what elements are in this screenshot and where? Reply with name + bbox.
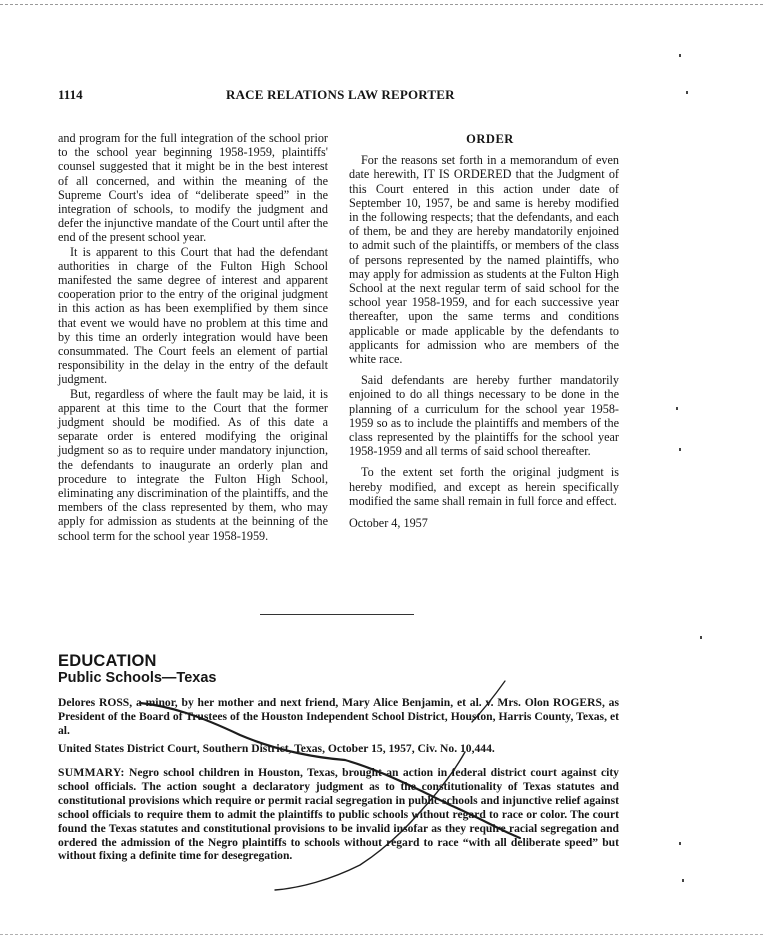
left-paragraph-3: But, regardless of where the fault may be laid, it is apparent at this time to the Court that the former judgment should be modified. As of this date a separate order is entered modifying the original judgment so as to require under mandatory injunction, the defendants to inaugurate an orderly plan and procedure to integrate the Fulton High School, eliminating any discrimination of the plaintiffs, and the members of the class represented by them, who may apply for admission as students at the beinning of the school term for the school year 1958-1959.	[58, 386, 328, 543]
scan-speck	[686, 91, 688, 94]
top-scan-border	[0, 4, 763, 5]
scan-speck	[679, 842, 681, 845]
order-date: October 4, 1957	[349, 516, 428, 531]
scan-speck	[682, 879, 684, 882]
summary-label: SUMMARY:	[58, 766, 125, 779]
bottom-scan-border	[0, 934, 763, 935]
scan-speck	[679, 448, 681, 451]
left-paragraph-2: It is apparent to this Court that had the defendant authorities in charge of the Fulton High School manifested the same degree of interest and apparent cooperation prior to the entry of the original judgment in this action as has been exemplified by them since that event we would have no problem at this time and by this time an orderly integration would have been consummated. The Court feels an element of partial responsibility in the delay in the entry of the default judgment.	[58, 244, 328, 387]
case-title: Delores ROSS, a minor, by her mother and next friend, Mary Alice Benjamin, et al. v. Mrs. Olon ROGERS, as President of the Board of Trustees of the Houston Independent School District, Houston, Harris County, Texas, et al.	[58, 696, 619, 737]
right-column	[349, 132, 619, 530]
summary-text: Negro school children in Houston, Texas, brought an action in federal district court against city school officials. The action sought a declaratory judgment as to the constitutionality of Texas statutes and constitutional provisions which require or permit racial segregation in public schools and injunctive relief against school officials to require them to admit the plaintiffs to public schools without regard to race or color. The court found the Texas statutes and constitutional provisions to be invalid insofar as they require racial segregation and ordered the admission of the Negro plaintiffs to schools without regard to race “with all deliberate speed” but without fixing a definite time for desegregation.	[58, 766, 619, 863]
page-number: 1114	[58, 87, 83, 102]
left-column	[58, 131, 328, 543]
case-summary	[58, 766, 619, 863]
section-divider	[260, 614, 414, 615]
scan-speck	[700, 636, 702, 639]
scan-speck	[679, 54, 681, 57]
left-paragraph-1: and program for the full integration of the school prior to the school year beginning 1958-1959, plaintiffs' counsel suggested that it might be in the best interest of all concerned, and within the meaning of the Supreme Court's idea of “deliberate speed” in the integration of schools, to modify the judgment and defer the injunctive mandate of the Court until after the end of the present school year.	[58, 131, 328, 245]
order-heading: ORDER	[466, 132, 514, 146]
case-court: United States District Court, Southern District, Texas, October 15, 1957, Civ. No. 10,444.	[58, 742, 495, 755]
order-paragraph-3: To the extent set forth the original judgment is hereby modified, and except as herein specifically modified the same shall remain in full force and effect.	[349, 465, 619, 508]
scan-speck	[676, 407, 678, 410]
order-paragraph-1: For the reasons set forth in a memorandum of even date herewith, IT IS ORDERED that the Judgment of this Court entered in this action under date of September 10, 1957, be and same is hereby modified in the following respects; that the defendants, and each of them, be and they are hereby mandatorily enjoined to admit such of the plaintiffs, or members of the class of persons represented by the named plaintiffs, who may apply for admission as students at the Fulton High School at the next regular term of said school for the school year 1958-1959, and for each successive year thereafter, upon the same terms and conditions applicable or made applicable by the defendants to applicants for admission who are members of the white race.	[349, 153, 619, 367]
running-head: RACE RELATIONS LAW REPORTER	[226, 87, 455, 102]
section-subtitle: Public Schools—Texas	[58, 670, 217, 686]
section-title: EDUCATION	[58, 652, 157, 670]
order-paragraph-2: Said defendants are hereby further mandatorily enjoined to do all things necessary to be done in the planning of a curriculum for the school year 1958-1959 so as to include the plaintiffs and members of the class represented by the plaintiffs for the school year 1958-1959 and all terms of said school thereafter.	[349, 373, 619, 459]
